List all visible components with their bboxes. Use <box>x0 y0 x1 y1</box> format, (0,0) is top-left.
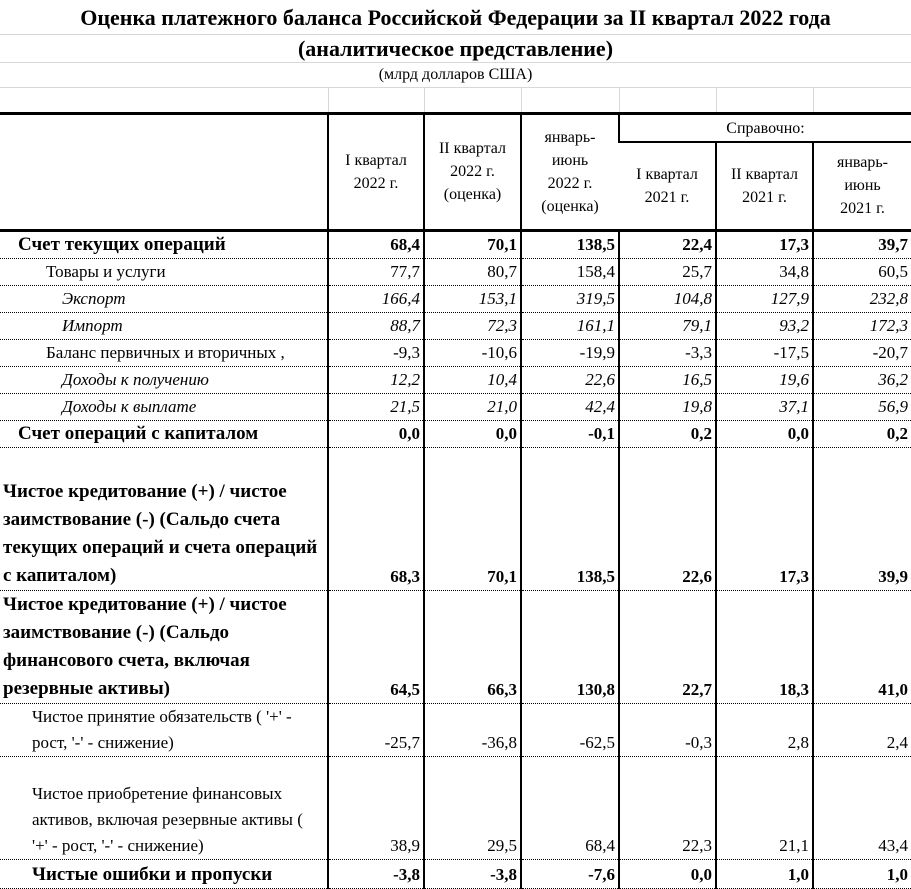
value-cell: 77,7 <box>328 258 424 285</box>
value-cell: 66,3 <box>424 590 521 703</box>
value-cell: 22,4 <box>619 230 716 258</box>
units-label: (млрд долларов США) <box>0 63 911 88</box>
value-cell: -0,3 <box>619 703 716 756</box>
header-row <box>0 114 911 143</box>
value-cell: 39,9 <box>813 447 911 590</box>
value-cell: 68,4 <box>328 230 424 258</box>
value-cell: -10,6 <box>424 339 521 366</box>
row-label: Доходы к получению <box>0 366 328 393</box>
row-label: Чистое приобретение финансовых активов, включая резервные активы ( '+' - рост, '-' - снижение) <box>0 756 328 859</box>
value-cell: 42,4 <box>521 393 619 420</box>
value-cell: 36,2 <box>813 366 911 393</box>
value-cell: 18,3 <box>716 590 813 703</box>
value-cell: -20,7 <box>813 339 911 366</box>
value-cell: 19,6 <box>716 366 813 393</box>
row-label: Счет операций с капиталом <box>0 420 328 447</box>
value-cell: 1,0 <box>813 859 911 888</box>
row-label: Товары и услуги <box>0 258 328 285</box>
row-label: Чистое кредитование (+) / чистое заимствование (-) (Сальдо финансового счета, включая резервные активы) <box>0 590 328 703</box>
value-cell: -36,8 <box>424 703 521 756</box>
value-cell: 0,0 <box>619 859 716 888</box>
value-cell: 319,5 <box>521 285 619 312</box>
value-cell: 93,2 <box>716 312 813 339</box>
value-cell: 22,6 <box>521 366 619 393</box>
value-cell: 34,8 <box>716 258 813 285</box>
value-cell: 43,4 <box>813 756 911 859</box>
value-cell: -25,7 <box>328 703 424 756</box>
value-cell: 38,9 <box>328 756 424 859</box>
value-cell: -0,1 <box>521 420 619 447</box>
value-cell: 29,5 <box>424 756 521 859</box>
value-cell: -3,8 <box>424 859 521 888</box>
value-cell: 70,1 <box>424 447 521 590</box>
value-cell: 64,5 <box>328 590 424 703</box>
value-cell: 37,1 <box>716 393 813 420</box>
table-row <box>0 590 911 703</box>
value-cell: 21,1 <box>716 756 813 859</box>
value-cell: -3,8 <box>328 859 424 888</box>
value-cell: 72,3 <box>424 312 521 339</box>
row-label: Чистое принятие обязательств ( '+' - рост, '-' - снижение) <box>0 703 328 756</box>
value-cell: 39,7 <box>813 230 911 258</box>
value-cell: 10,4 <box>424 366 521 393</box>
value-cell: 153,1 <box>424 285 521 312</box>
row-label: Импорт <box>0 312 328 339</box>
value-cell: 16,5 <box>619 366 716 393</box>
reference-header: Справочно: <box>619 114 911 143</box>
value-cell: -3,3 <box>619 339 716 366</box>
value-cell: -62,5 <box>521 703 619 756</box>
table-row <box>0 230 911 258</box>
value-cell: 0,0 <box>424 420 521 447</box>
column-header: январь-июнь 2022 г. (оценка) <box>521 114 619 231</box>
value-cell: 172,3 <box>813 312 911 339</box>
value-cell: 19,8 <box>619 393 716 420</box>
value-cell: 60,5 <box>813 258 911 285</box>
table-row <box>0 339 911 366</box>
value-cell: 56,9 <box>813 393 911 420</box>
value-cell: 2,4 <box>813 703 911 756</box>
value-cell: 2,8 <box>716 703 813 756</box>
value-cell: 130,8 <box>521 590 619 703</box>
value-cell: 21,5 <box>328 393 424 420</box>
row-label: Экспорт <box>0 285 328 312</box>
value-cell: 166,4 <box>328 285 424 312</box>
value-cell: 0,0 <box>716 420 813 447</box>
table-row <box>0 859 911 888</box>
table-row <box>0 420 911 447</box>
page-subtitle: (аналитическое представление) <box>0 35 911 63</box>
column-header: I квартал 2021 г. <box>619 142 716 230</box>
value-cell: -9,3 <box>328 339 424 366</box>
row-label: Чистое кредитование (+) / чистое заимствование (-) (Сальдо счета текущих операций и счета операций с капиталом) <box>0 447 328 590</box>
column-header: I квартал 2022 г. <box>328 114 424 231</box>
value-cell: -17,5 <box>716 339 813 366</box>
value-cell: 1,0 <box>716 859 813 888</box>
value-cell: 0,2 <box>619 420 716 447</box>
table-row <box>0 366 911 393</box>
value-cell: 88,7 <box>328 312 424 339</box>
table-row <box>0 756 911 859</box>
table-row <box>0 447 911 590</box>
value-cell: 22,3 <box>619 756 716 859</box>
value-cell: 41,0 <box>813 590 911 703</box>
value-cell: 104,8 <box>619 285 716 312</box>
value-cell: 70,1 <box>424 230 521 258</box>
value-cell: 22,7 <box>619 590 716 703</box>
row-label: Баланс первичных и вторичных , <box>0 339 328 366</box>
table-row <box>0 312 911 339</box>
table-row <box>0 285 911 312</box>
value-cell: -19,9 <box>521 339 619 366</box>
row-label: Счет текущих операций <box>0 230 328 258</box>
value-cell: 12,2 <box>328 366 424 393</box>
table-row <box>0 393 911 420</box>
value-cell: 21,0 <box>424 393 521 420</box>
value-cell: 158,4 <box>521 258 619 285</box>
value-cell: 0,2 <box>813 420 911 447</box>
value-cell: 17,3 <box>716 447 813 590</box>
table-row <box>0 258 911 285</box>
value-cell: 80,7 <box>424 258 521 285</box>
value-cell: 161,1 <box>521 312 619 339</box>
value-cell: -7,6 <box>521 859 619 888</box>
value-cell: 17,3 <box>716 230 813 258</box>
balance-table <box>0 112 911 889</box>
table-row <box>0 703 911 756</box>
column-header: январь-июнь 2021 г. <box>813 142 911 230</box>
value-cell: 232,8 <box>813 285 911 312</box>
value-cell: 127,9 <box>716 285 813 312</box>
value-cell: 0,0 <box>328 420 424 447</box>
value-cell: 79,1 <box>619 312 716 339</box>
row-label: Чистые ошибки и пропуски <box>0 859 328 888</box>
row-label: Доходы к выплате <box>0 393 328 420</box>
header-blank <box>0 114 328 231</box>
value-cell: 138,5 <box>521 230 619 258</box>
page-title: Оценка платежного баланса Российской Федерации за II квартал 2022 года <box>0 0 911 35</box>
column-header: II квартал 2021 г. <box>716 142 813 230</box>
value-cell: 25,7 <box>619 258 716 285</box>
value-cell: 68,4 <box>521 756 619 859</box>
value-cell: 68,3 <box>328 447 424 590</box>
column-header: II квартал 2022 г. (оценка) <box>424 114 521 231</box>
value-cell: 138,5 <box>521 447 619 590</box>
value-cell: 22,6 <box>619 447 716 590</box>
